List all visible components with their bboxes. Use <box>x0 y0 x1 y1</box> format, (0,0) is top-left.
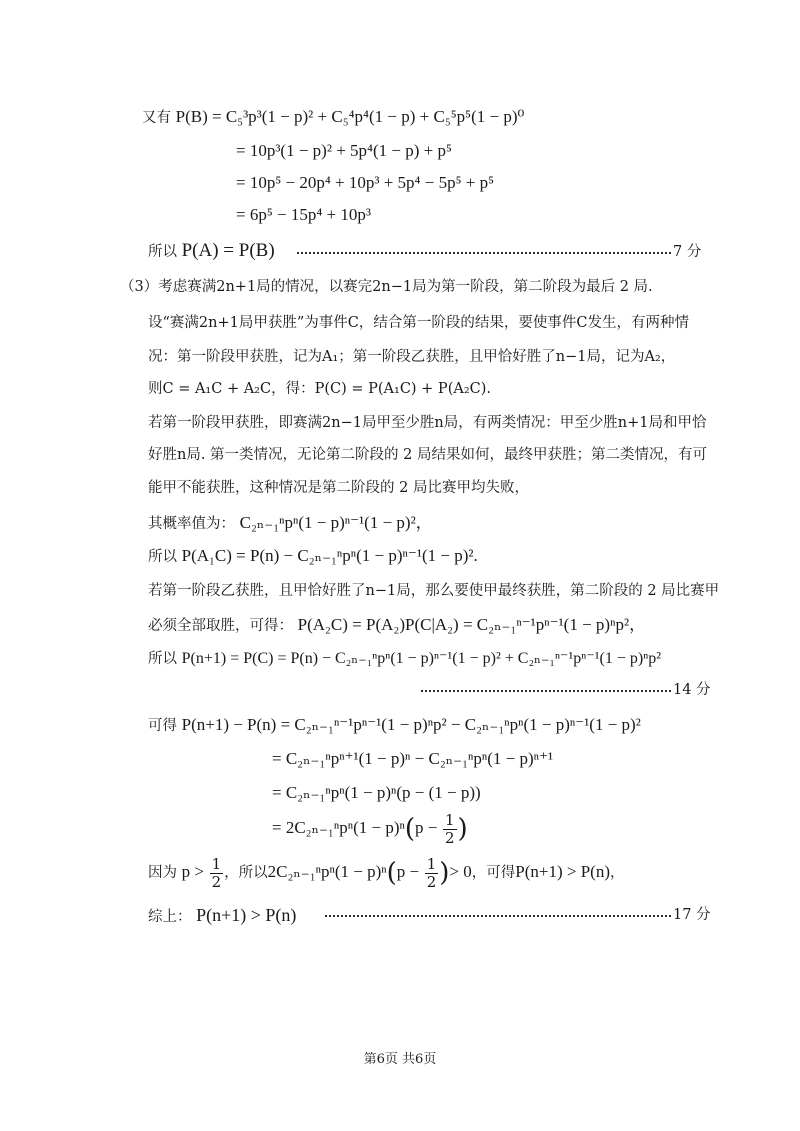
math-expression: p − <box>396 862 420 881</box>
math-expression: = 2C₂ₙ₋₁ⁿpⁿ(1 − p)ⁿ <box>272 818 405 837</box>
paren: ( <box>386 858 397 888</box>
math-expression: = 6p⁵ − 15p⁴ + 10p³ <box>236 205 371 224</box>
math-expression: = 10p³(1 − p)² + 5p⁴(1 − p) + p⁵ <box>236 141 452 160</box>
fraction-denominator: 2 <box>426 872 437 891</box>
text-label: 可得 <box>148 718 177 734</box>
fraction-one-half <box>425 856 439 891</box>
text-label: 必须全部取胜，可得： <box>148 618 293 634</box>
paren: ) <box>457 814 468 844</box>
score-14: 14 分 <box>673 682 711 698</box>
math-expression: P(n+1) > P(n) <box>515 862 610 881</box>
math-expression: P(A₂C) = P(A₂)P(C|A₂) = C₂ₙ₋₁ⁿ⁻¹pⁿ⁻¹(1 − p)ⁿp²， <box>297 615 647 634</box>
fraction-one-half <box>210 856 224 891</box>
p-n-plus-1-line <box>148 648 661 670</box>
part3-second-case-a <box>148 580 719 602</box>
fraction-denominator: 2 <box>211 872 222 891</box>
difference-line-1 <box>148 714 641 737</box>
part3-first-stage-c <box>148 477 529 499</box>
p-a2c-line <box>148 614 646 637</box>
since-p-gt-half-line <box>148 852 625 893</box>
text-paragraph: 好胜n局. 第一类情况，无论第二阶段的 2 局结果如何，最终甲获胜；第二类情况，有可 <box>148 447 707 463</box>
text-label: ，可得 <box>471 865 516 881</box>
text-paragraph: 若第一阶段乙获胜，且甲恰好胜了n−1局，那么要使甲最终获胜，第二阶段的 2 局比赛甲 <box>148 583 720 599</box>
text-label: 又有 <box>142 110 171 126</box>
part3-first-stage-b <box>148 444 707 466</box>
text-label: ，所以 <box>224 865 268 881</box>
fraction-denominator: 2 <box>444 828 455 847</box>
score-17: 17 分 <box>673 907 711 923</box>
p-b-expansion-line-1 <box>142 106 524 129</box>
text-paragraph: 设“赛满2n+1局甲获胜”为事件C，结合第一阶段的结果，要使事件C发生，有两种情 <box>148 315 689 331</box>
summary-line <box>148 904 296 928</box>
probability-value-line <box>148 512 433 535</box>
math-expression: p − <box>415 818 438 837</box>
math-expression: 2C₂ₙ₋₁ⁿpⁿ(1 − p)ⁿ <box>267 862 387 881</box>
part3-decomposition <box>148 378 491 400</box>
text-paragraph: （3）考虑赛满2n+1局的情况，以赛完2n−1局为第一阶段，第二阶段为最后 2 局. <box>120 279 653 295</box>
math-expression: = C₂ₙ₋₁ⁿpⁿ(1 − p)ⁿ(p − (1 − p)) <box>272 783 481 802</box>
math-expression: P(n+1) = P(C) = P(n) − C₂ₙ₋₁ⁿpⁿ(1 − p)ⁿ⁻¹(1 − p)² + C₂ₙ₋₁ⁿ⁻¹pⁿ⁻¹(1 − p)ⁿp² <box>181 650 662 667</box>
difference-line-2 <box>272 748 553 771</box>
part3-cases <box>148 346 675 368</box>
math-expression: P(n+1) > P(n) <box>196 905 297 925</box>
text-paragraph: 能甲不能获胜，这种情况是第二阶段的 2 局比赛甲均失败， <box>148 480 529 496</box>
score-7: 7 分 <box>673 244 702 260</box>
math-expression: = 10p⁵ − 20p⁴ + 10p³ + 5p⁴ − 5p⁵ + p⁵ <box>236 173 495 192</box>
fraction-one-half <box>443 812 457 847</box>
math-expression: C₂ₙ₋₁ⁿpⁿ(1 − p)ⁿ⁻¹(1 − p)²， <box>239 513 433 532</box>
page-footer: 第6页 共6页 <box>363 1052 437 1067</box>
p-b-expansion-line-3 <box>236 172 494 195</box>
fraction-numerator: 1 <box>211 854 222 873</box>
text-label: 所以 <box>148 549 177 565</box>
math-expression: p > <box>181 862 204 881</box>
math-expression: = C₂ₙ₋₁ⁿpⁿ⁺¹(1 − p)ⁿ − C₂ₙ₋₁ⁿpⁿ(1 − p)ⁿ⁺¹ <box>272 749 554 768</box>
difference-line-3 <box>272 782 481 805</box>
part3-first-stage-a <box>148 412 707 434</box>
text-paragraph: 况：第一阶段甲获胜，记为A₁；第一阶段乙获胜，且甲恰好胜了n−1局，记为A₂， <box>148 349 676 365</box>
p-b-expansion-line-2 <box>236 140 452 163</box>
text-label: 所以 <box>148 244 177 260</box>
text-label: 因为 <box>148 865 177 881</box>
fraction-numerator: 1 <box>444 810 455 829</box>
math-expression: P(A₁C) = P(n) − C₂ₙ₋₁ⁿpⁿ(1 − p)ⁿ⁻¹(1 − p)². <box>181 546 478 565</box>
part3-intro <box>120 276 653 298</box>
score-leader-17 <box>325 915 671 917</box>
p-a1c-line <box>148 545 478 568</box>
text-label: 其概率值为： <box>148 516 235 532</box>
math-expression: P(B) = C₅³p³(1 − p)² + C₅⁴p⁴(1 − p) + C₅⁵p⁵(1 − p)⁰ <box>175 107 525 126</box>
score-leader-14 <box>421 690 671 692</box>
text-paragraph: 若第一阶段甲获胜，即赛满2n−1局甲至少胜n局，有两类情况：甲至少胜n+1局和甲恰 <box>148 415 707 431</box>
fraction-numerator: 1 <box>426 854 437 873</box>
text-paragraph: 则C = A₁C + A₂C，得：P(C) = P(A₁C) + P(A₂C). <box>148 381 491 397</box>
paren: ( <box>404 814 415 844</box>
text-label: 所以 <box>148 651 177 667</box>
part3-event-c <box>148 312 689 334</box>
math-expression: P(n+1) − P(n) = C₂ₙ₋₁ⁿ⁻¹pⁿ⁻¹(1 − p)ⁿp² − C₂ₙ₋₁ⁿpⁿ(1 − p)ⁿ⁻¹(1 − p)² <box>181 715 641 734</box>
math-expression: > 0 <box>449 862 472 881</box>
text-label: ， <box>610 865 625 881</box>
difference-line-4 <box>272 808 468 849</box>
math-expression: P(A) = P(B) <box>181 240 275 261</box>
p-b-expansion-line-4 <box>236 204 371 227</box>
text-label: 综上： <box>148 909 192 925</box>
paren: ) <box>439 858 450 888</box>
score-leader-7 <box>297 252 671 254</box>
conclusion-pa-eq-pb <box>148 240 275 263</box>
